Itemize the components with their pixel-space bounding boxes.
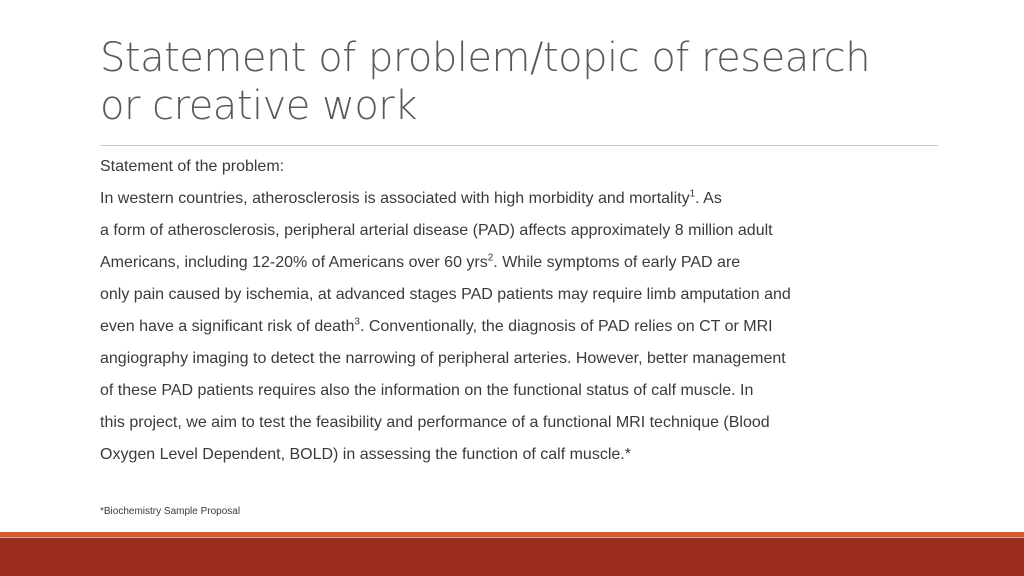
title-divider [100, 145, 938, 146]
body-line: In western countries, atherosclerosis is associated with high morbidity and mortality$^1$. As [100, 188, 722, 207]
body-line: this project, we aim to test the feasibility and performance of a functional MRI technique (Blood [100, 414, 770, 431]
title-line-1: Statement of problem/topic of research [100, 35, 871, 81]
slide-title [100, 34, 950, 130]
body-line: Oxygen Level Dependent, BOLD) in assessing the function of calf muscle.* [100, 446, 631, 463]
citation-sup: 2 [487, 252, 494, 264]
footnote: *Biochemistry Sample Proposal [100, 506, 241, 517]
body-line: even have a significant risk of death$^3$. Conventionally, the diagnosis of PAD relies on CT or MRI [100, 316, 773, 335]
citation-sup: 1 [689, 188, 696, 200]
title-line-2: or creative work [100, 83, 417, 129]
body-line: of these PAD patients requires also the information on the functional status of calf muscle. In [100, 382, 754, 399]
footer-separator [0, 537, 1024, 538]
body-line: only pain caused by ischemia, at advanced stages PAD patients may require limb amputation and [100, 286, 791, 303]
body-line: a form of atherosclerosis, peripheral arterial disease (PAD) affects approximately 8 million adult [100, 222, 773, 239]
footer-band [0, 537, 1024, 576]
slide-body [100, 151, 950, 471]
citation-sup: 3 [354, 316, 360, 328]
body-heading: Statement of the problem: [100, 158, 285, 175]
body-line: Americans, including 12-20% of Americans over 60 yrs$^2$. While symptoms of early PAD are [100, 252, 741, 271]
body-line: angiography imaging to detect the narrowing of peripheral arteries. However, better management [100, 350, 786, 367]
